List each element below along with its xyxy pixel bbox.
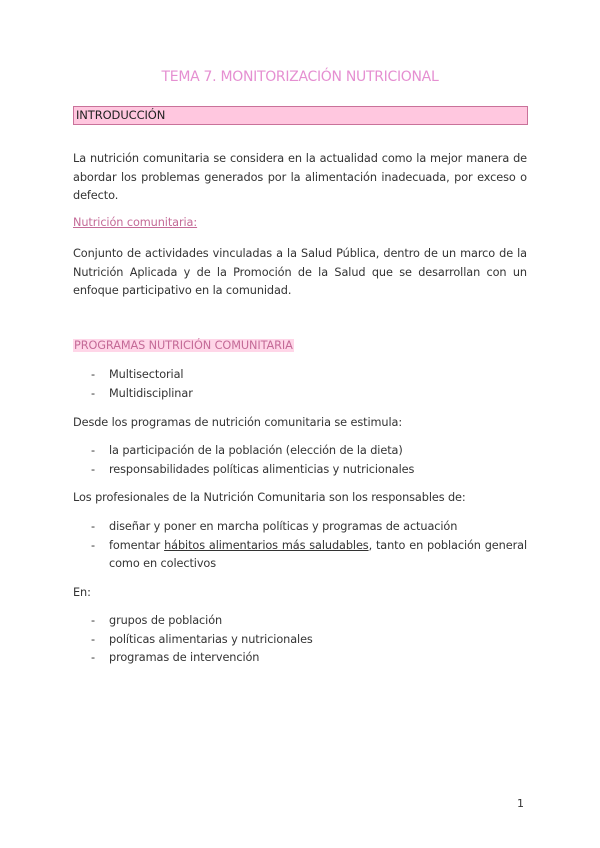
intro-paragraph: La nutrición comunitaria se considera en la actualidad como la mejor manera de abordar los problemas generados por la alimentación inadecuada, por exceso o defecto. (73, 152, 527, 202)
en-label: En: (73, 586, 91, 599)
definition-paragraph: Conjunto de actividades vinculadas a la Salud Pública, dentro de un marco de la Nutrición Aplicada y de la Promoción de la Salud que se desarrollan con un enfoque participativo en la comunidad. (73, 247, 527, 297)
professionals-intro: Los profesionales de la Nutrición Comunitaria son los responsables de: (73, 491, 466, 504)
list-item: - programas de intervención (73, 649, 527, 668)
list-item: - Multidisciplinar (73, 385, 527, 404)
subheading-nutricion-comunitaria: Nutrición comunitaria: (73, 216, 198, 229)
list-item: - la participación de la población (elección de la dieta) (73, 442, 527, 461)
section-heading-introduccion: INTRODUCCIÓN (73, 106, 528, 125)
page-title: TEMA 7. MONITORIZACIÓN NUTRICIONAL (161, 69, 439, 85)
list-item: - Multisectorial (73, 366, 527, 385)
text: , tanto en población general como en colectivos (109, 538, 527, 571)
en-list (73, 612, 527, 668)
list-item: - diseñar y poner en marcha políticas y programas de actuación (73, 518, 527, 537)
list-item: - grupos de población (73, 612, 527, 631)
list-item: - políticas alimentarias y nutricionales (73, 631, 527, 650)
list-item: - responsabilidades políticas alimenticias y nutricionales (73, 461, 527, 480)
stimulus-list (73, 442, 527, 479)
text: fomentar (109, 538, 165, 552)
underlined-text: hábitos alimentarios más saludables (164, 538, 369, 552)
list-item (73, 537, 527, 574)
section-heading-programas: PROGRAMAS NUTRICIÓN COMUNITARIA (74, 339, 293, 352)
professionals-list (73, 518, 527, 574)
page-number: 1 (517, 797, 524, 810)
programs-list (73, 366, 527, 403)
stimulus-intro: Desde los programas de nutrición comunitaria se estimula: (73, 416, 403, 429)
